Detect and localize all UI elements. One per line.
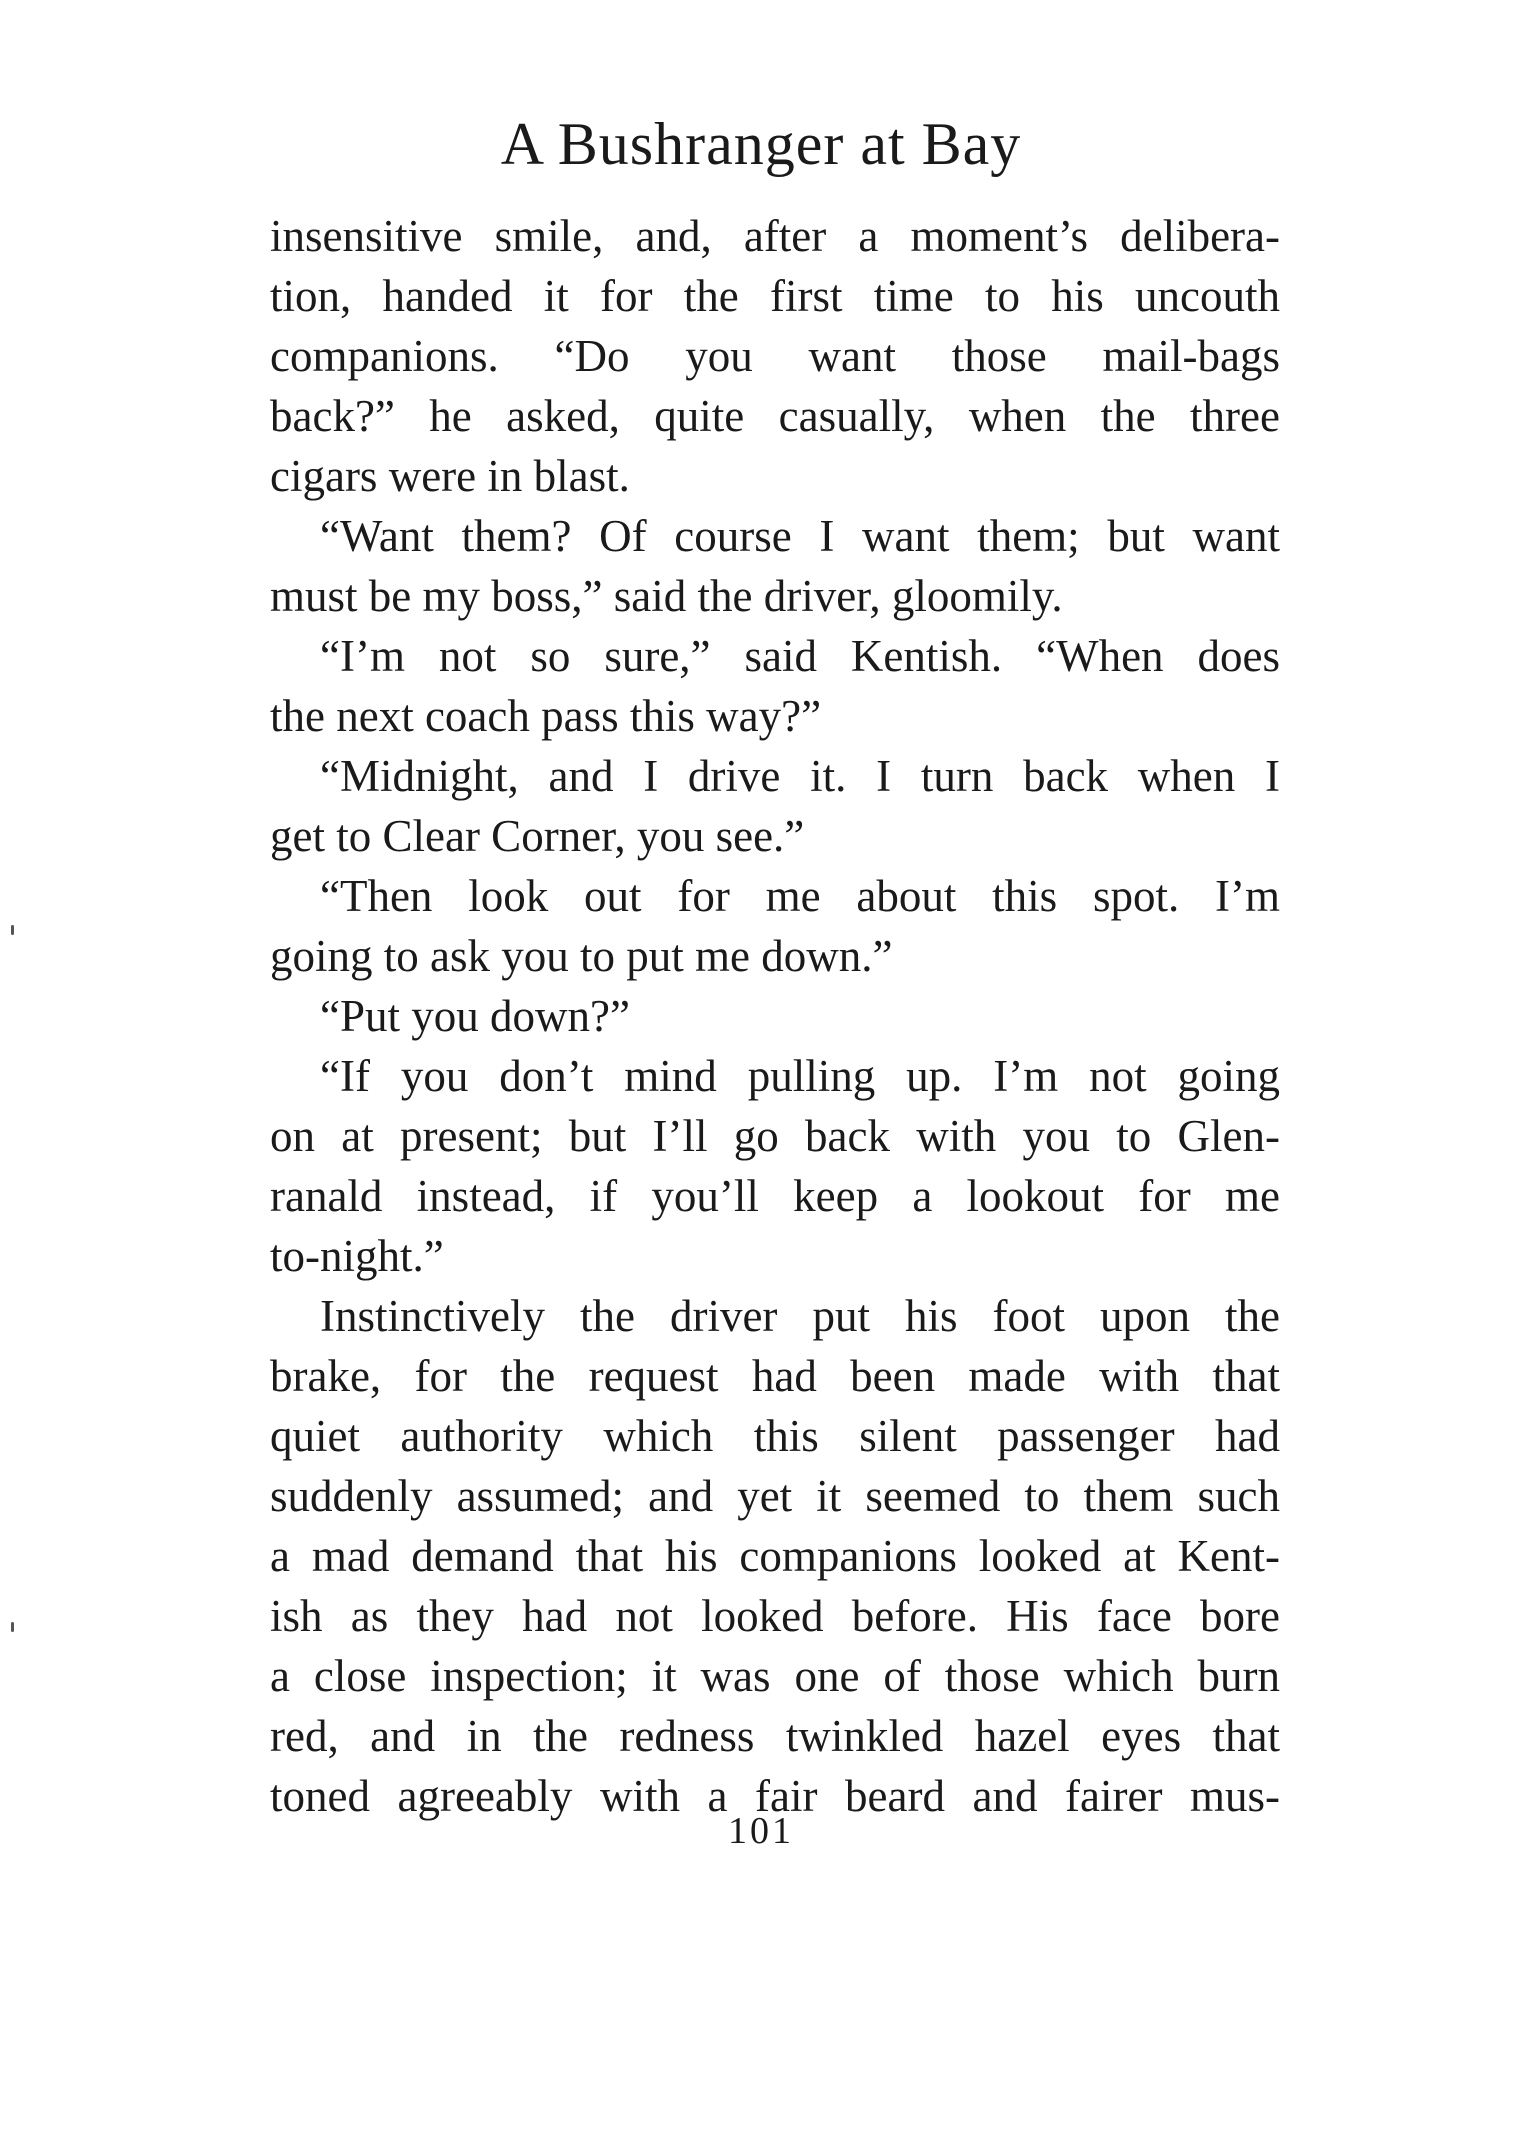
- text-line: toned agreeably with a fair beard and fairer mus-: [270, 1771, 1280, 1821]
- text-line: “Put you down?”: [320, 991, 630, 1041]
- text-line: a mad demand that his companions looked at Kent-: [270, 1531, 1280, 1581]
- text-line: “Then look out for me about this spot. I’m: [320, 871, 1280, 921]
- text-line: red, and in the redness twinkled hazel eyes that: [270, 1711, 1280, 1761]
- text-line: cigars were in blast.: [270, 451, 630, 501]
- text-line: to-night.”: [270, 1231, 444, 1281]
- margin-speck: [11, 1622, 14, 1632]
- text-line: tion, handed it for the first time to his uncouth: [270, 271, 1280, 321]
- text-line: “Midnight, and I drive it. I turn back when I: [320, 751, 1280, 801]
- text-line: ish as they had not looked before. His face bore: [270, 1591, 1280, 1641]
- margin-speck: [11, 925, 14, 935]
- text-line: quiet authority which this silent passenger had: [270, 1411, 1280, 1461]
- text-line: the next coach pass this way?”: [270, 691, 822, 741]
- text-line: “If you don’t mind pulling up. I’m not going: [320, 1051, 1280, 1101]
- text-line: ranald instead, if you’ll keep a lookout for me: [270, 1171, 1280, 1221]
- text-line: companions. “Do you want those mail-bags: [270, 331, 1280, 381]
- text-line: suddenly assumed; and yet it seemed to them such: [270, 1471, 1280, 1521]
- text-line: “Want them? Of course I want them; but want: [320, 511, 1280, 561]
- text-line: “I’m not so sure,” said Kentish. “When does: [320, 631, 1280, 681]
- text-line: Instinctively the driver put his foot upon the: [320, 1291, 1280, 1341]
- text-line: must be my boss,” said the driver, gloomily.: [270, 571, 1063, 621]
- text-line: going to ask you to put me down.”: [270, 931, 893, 981]
- text-line: a close inspection; it was one of those which burn: [270, 1651, 1280, 1701]
- page-number: 101: [728, 1810, 794, 1852]
- body-text: [270, 206, 1280, 1826]
- text-line: insensitive smile, and, after a moment’s delibera-: [270, 211, 1280, 261]
- text-line: brake, for the request had been made with that: [270, 1351, 1280, 1401]
- text-line: on at present; but I’ll go back with you to Glen-: [270, 1111, 1280, 1161]
- text-line: back?” he asked, quite casually, when the three: [270, 391, 1280, 441]
- text-line: get to Clear Corner, you see.”: [270, 811, 805, 861]
- running-head: A Bushranger at Bay: [500, 111, 1022, 177]
